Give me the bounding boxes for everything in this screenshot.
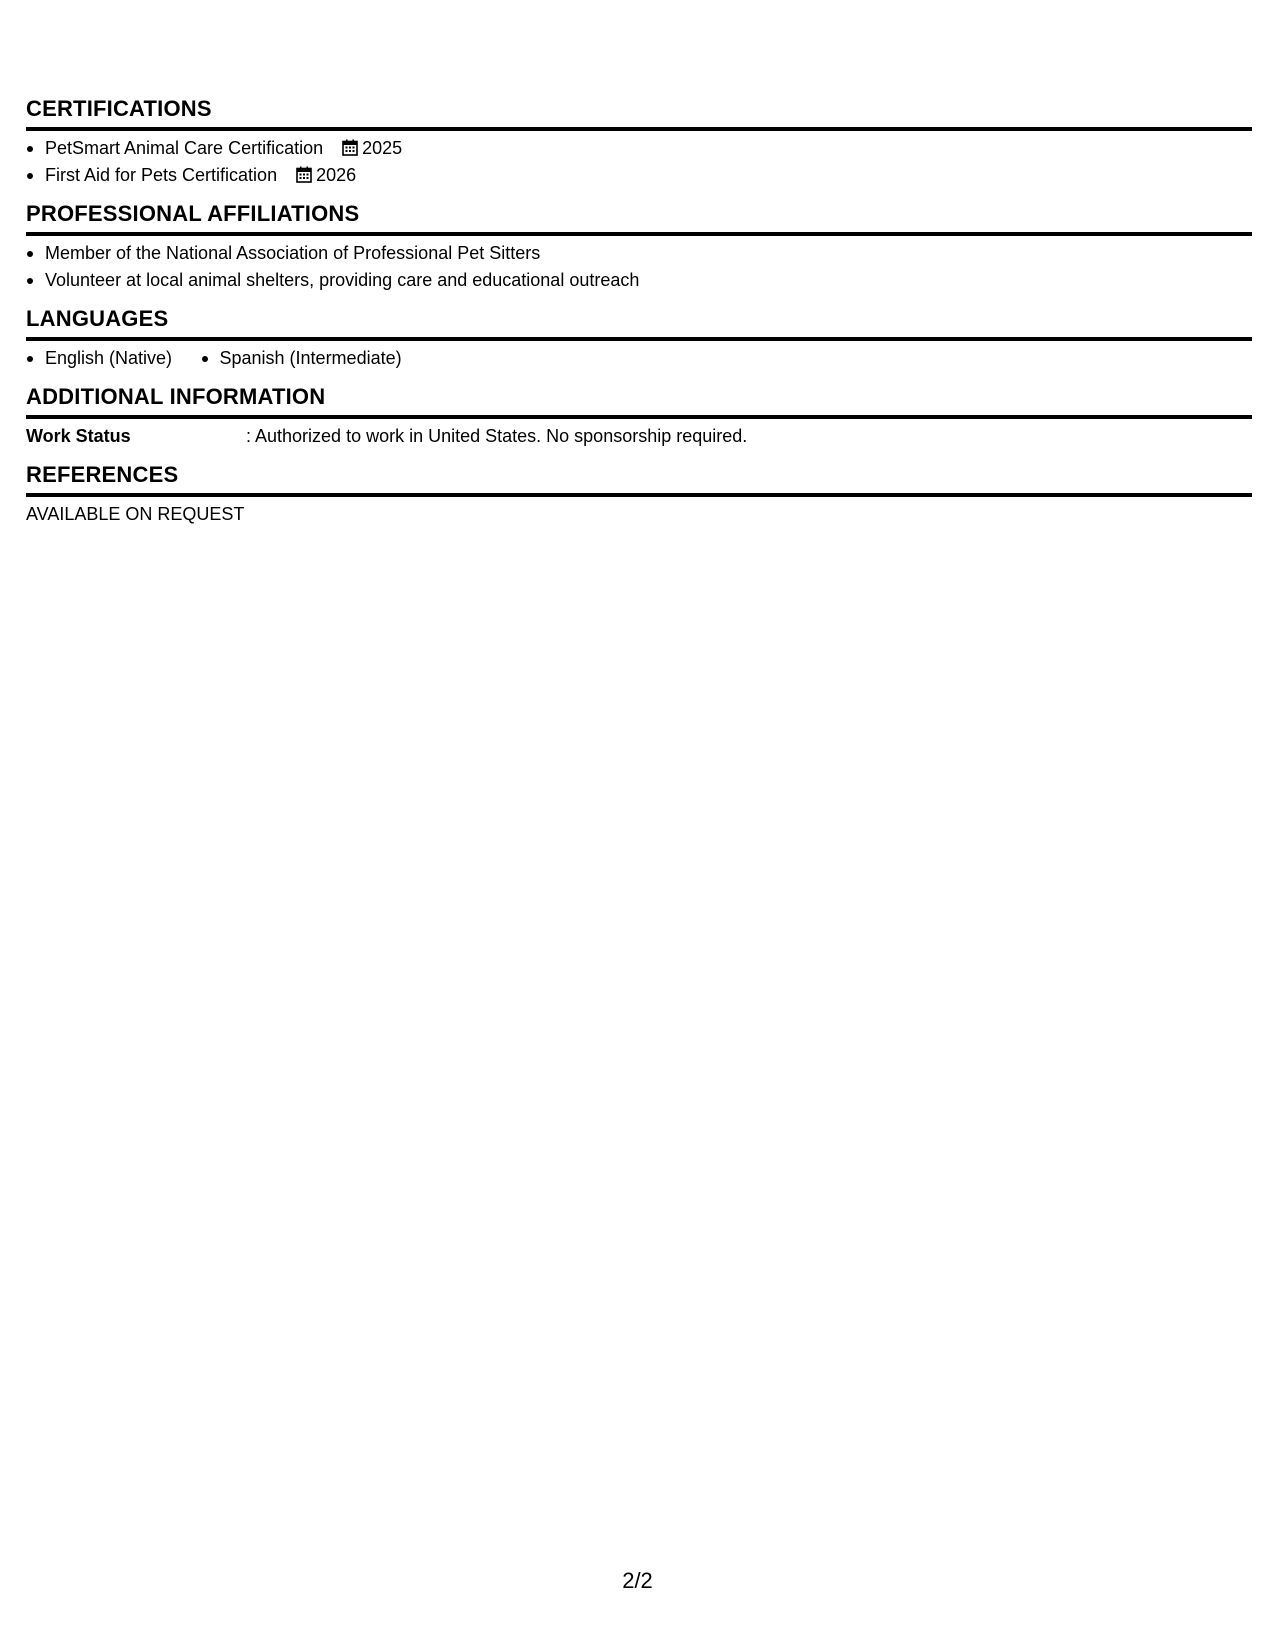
- list-item: Volunteer at local animal shelters, providing care and educational outreach: [26, 267, 1252, 294]
- additional-info-heading: ADDITIONAL INFORMATION: [26, 384, 1252, 419]
- calendar-icon: [296, 166, 312, 183]
- certifications-heading: CERTIFICATIONS: [26, 96, 1252, 131]
- certification-name: PetSmart Animal Care Certification: [45, 138, 324, 158]
- work-status-row: [26, 423, 1252, 450]
- affiliations-section: [26, 201, 1252, 294]
- languages-section: [26, 306, 1252, 372]
- list-item: English (Native): [26, 345, 172, 372]
- affiliations-list: [26, 240, 1252, 294]
- resume-page: [26, 96, 1252, 540]
- references-section: [26, 462, 1252, 528]
- references-heading: REFERENCES: [26, 462, 1252, 497]
- calendar-icon: [342, 139, 358, 156]
- additional-info-section: [26, 384, 1252, 450]
- affiliations-heading: PROFESSIONAL AFFILIATIONS: [26, 201, 1252, 236]
- list-item: [26, 162, 1252, 189]
- certification-date: [296, 162, 356, 189]
- certification-year: 2025: [362, 138, 403, 158]
- languages-list: [26, 345, 1252, 372]
- list-item: Member of the National Association of Professional Pet Sitters: [26, 240, 1252, 267]
- page-number: 2/2: [622, 1568, 653, 1593]
- list-item: [26, 135, 1252, 162]
- languages-heading: LANGUAGES: [26, 306, 1252, 341]
- certification-name: First Aid for Pets Certification: [45, 165, 278, 185]
- list-item: Spanish (Intermediate): [201, 345, 402, 372]
- work-status-label: Work Status: [26, 426, 131, 446]
- certification-date: [342, 135, 402, 162]
- certifications-list: [26, 135, 1252, 189]
- certification-year: 2026: [316, 165, 357, 185]
- work-status-value: : Authorized to work in United States. No sponsorship required.: [246, 426, 748, 446]
- references-text: AVAILABLE ON REQUEST: [26, 504, 245, 524]
- certifications-section: [26, 96, 1252, 189]
